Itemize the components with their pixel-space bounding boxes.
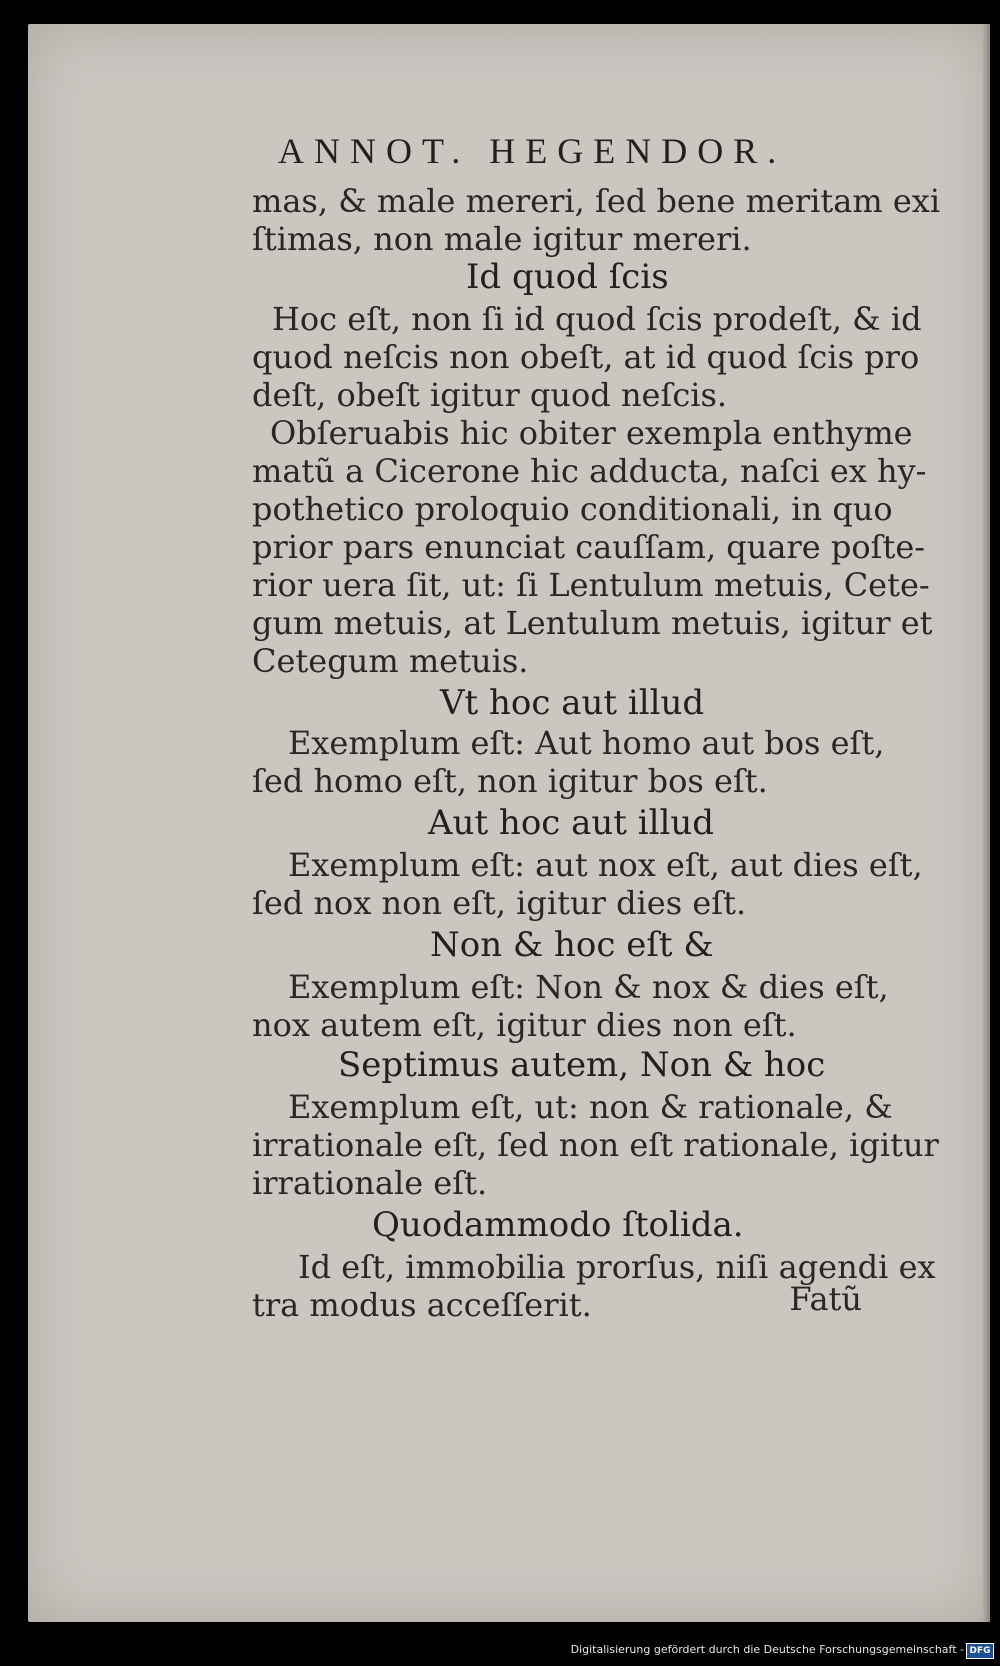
section-heading: Quodammodo ſtolida. xyxy=(372,1205,744,1245)
catchword: Fatũ xyxy=(789,1280,862,1318)
section-heading: Id quod ſcis xyxy=(466,257,669,297)
text-line: pothetico proloquio conditionali, in quo xyxy=(252,490,893,528)
text-line: ſed homo eſt, non igitur bos eſt. xyxy=(252,762,768,800)
text-line: Obſeruabis hic obiter exempla enthyme xyxy=(270,414,913,452)
text-line: Exemplum eſt, ut: non & rationale, & xyxy=(288,1088,893,1126)
section-heading: Non & hoc eſt & xyxy=(430,925,714,965)
text-line: irrationale eſt, ſed non eſt rationale, igitur xyxy=(252,1126,939,1164)
text-line: quod neſcis non obeſt, at id quod ſcis pro xyxy=(252,338,920,376)
text-line: ſtimas, non male igitur mereri. xyxy=(252,220,752,258)
text-line: Exemplum eſt: Non & nox & dies eſt, xyxy=(288,968,889,1006)
text-line: Exemplum eſt: aut nox eſt, aut dies eſt, xyxy=(288,846,923,884)
dfg-logo: DFG xyxy=(966,1643,994,1659)
text-line: Hoc eſt, non ſi id quod ſcis prodeſt, & id xyxy=(272,300,922,338)
text-line: tra modus acceſſerit. xyxy=(252,1286,592,1324)
digitization-credit: Digitalisierung gefördert durch die Deutsche Forschungsgemeinschaft - xyxy=(570,1643,964,1656)
text-line: deſt, obeſt igitur quod neſcis. xyxy=(252,376,728,414)
text-line: irrationale eſt. xyxy=(252,1164,488,1202)
text-line: matũ a Cicerone hic adducta, naſci ex hy- xyxy=(252,452,927,490)
text-line: mas, & male mereri, ſed bene meritam exi xyxy=(252,182,941,220)
text-line: prior pars enunciat cauſſam, quare poſte- xyxy=(252,528,926,566)
section-heading: Aut hoc aut illud xyxy=(428,803,715,843)
text-line: nox autem eſt, igitur dies non eſt. xyxy=(252,1006,797,1044)
text-line: ſed nox non eſt, igitur dies eſt. xyxy=(252,884,747,922)
text-line: Id eſt, immobilia prorſus, niſi agendi ex xyxy=(298,1248,936,1286)
section-heading: Vt hoc aut illud xyxy=(440,683,705,723)
text-line: Exemplum eſt: Aut homo aut bos eſt, xyxy=(288,724,885,762)
text-line: rior uera ſit, ut: ſi Lentulum metuis, Cete- xyxy=(252,566,930,604)
running-head: ANNOT. HEGENDOR. xyxy=(278,131,787,171)
text-line: Cetegum metuis. xyxy=(252,642,529,680)
page-edge xyxy=(982,24,990,1622)
section-heading: Septimus autem, Non & hoc xyxy=(338,1045,826,1085)
text-line: gum metuis, at Lentulum metuis, igitur et xyxy=(252,604,933,642)
